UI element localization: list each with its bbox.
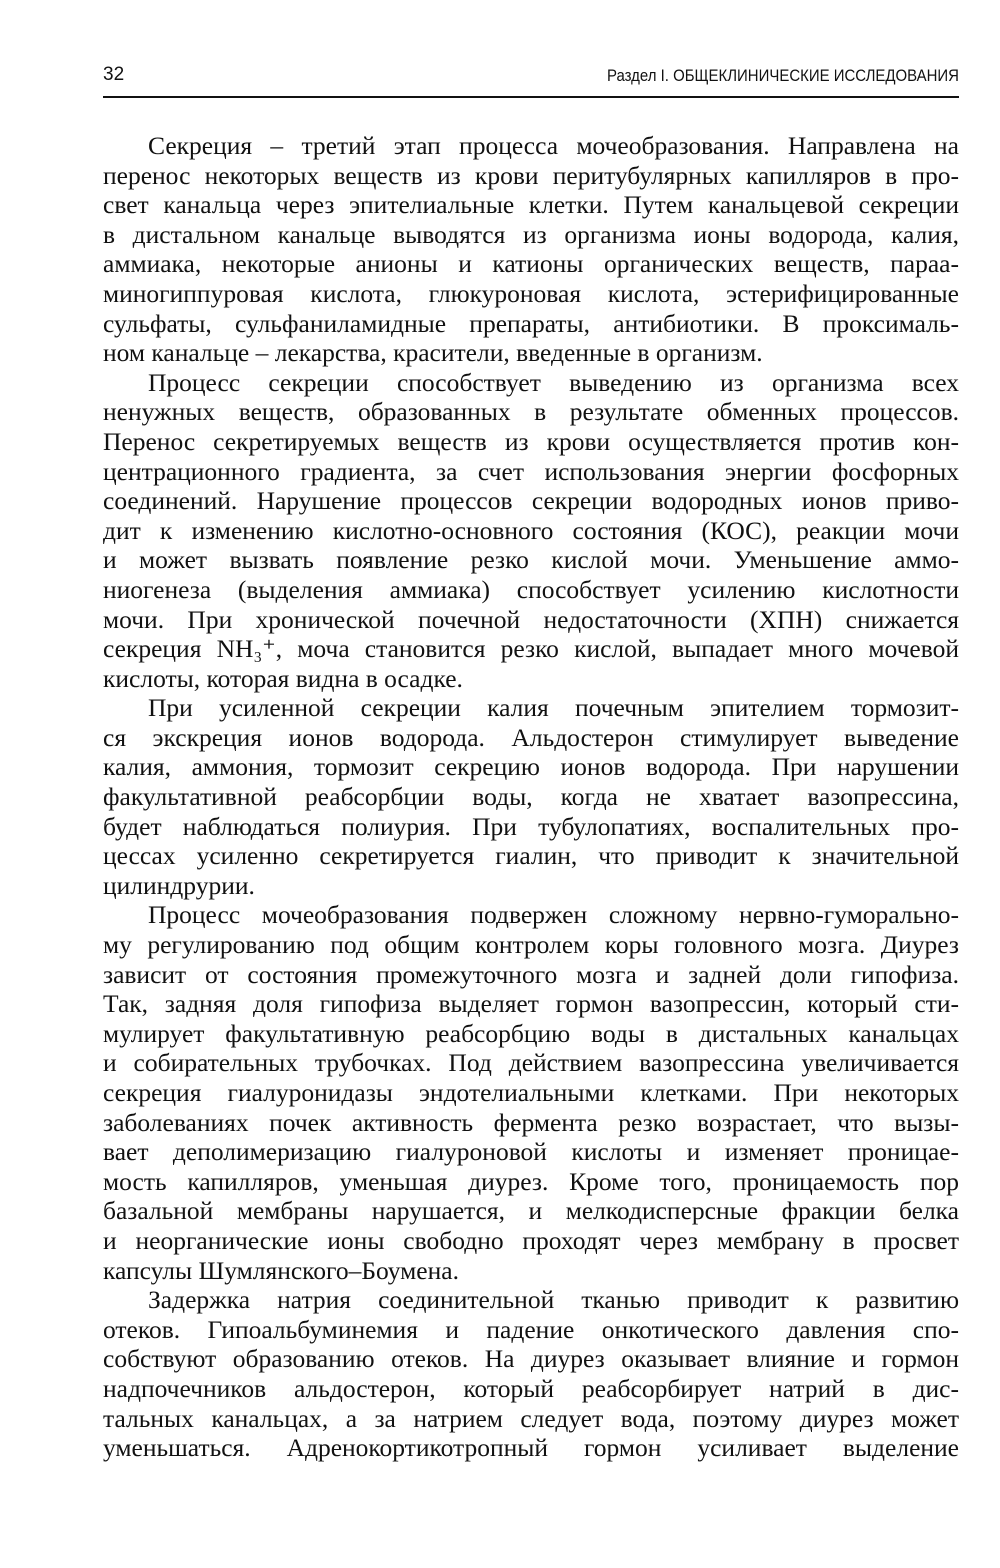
text-line: сульфаты, сульфаниламидные препараты, антибиотики. В проксималь- [103,308,959,338]
paragraph [103,1285,959,1463]
text-line: центрационного градиента, за счет использования энергии фосфорных [103,456,959,486]
text-line: секреция гиалуронидазы эндотелиальными клетками. При некоторых [103,1078,959,1107]
text-line: отеков. Гипоальбуминемия и падение онкотического давления спо- [103,1314,959,1344]
text-line: Процесс мочеобразования подвержен сложному нервно-гуморально- [148,900,959,930]
paragraph [103,693,959,900]
text-line: ся экскреция ионов водорода. Альдостерон стимулирует выведение [103,722,959,752]
running-header [103,62,959,98]
text-line: Процесс секреции способствует выведению из организма всех [148,367,959,397]
paragraph [103,368,959,694]
text-line: кислоты, которая видна в осадке. [103,663,463,693]
text-line: базальной мембраны нарушается, и мелкодисперсные фракции белка [103,1196,959,1226]
page-body [103,131,959,1463]
text-line: ненужных веществ, образованных в результате обменных процессов. [103,397,959,427]
text-line: тальных канальцах, а за натрием следует вода, поэтому диурез может [103,1403,959,1433]
paragraph [103,131,959,368]
text-line: факультативной реабсорбции воды, когда не хватает вазопрессина, [103,782,959,812]
text-line: секреция NH₃⁺, моча становится резко кислой, выпадает много мочевой [103,634,959,664]
text-line: вает деполимеризацию гиалуроновой кислоты и изменяет проницае- [103,1137,959,1167]
text-line: миногиппуровая кислота, глюкуроновая кислота, эстерифицированные [103,278,959,308]
text-line: цилиндрурии. [103,870,255,900]
text-line: перенос некоторых веществ из крови перитубулярных капилляров в про- [103,160,959,190]
text-line: и неорганические ионы свободно проходят через мембрану в просвет [103,1225,959,1255]
text-line: соединений. Нарушение процессов секреции водородных ионов приво- [103,486,959,516]
page-number: 32 [103,64,125,85]
text-line: будет наблюдаться полиурия. При тубулопатиях, воспалительных про- [103,811,959,841]
text-line: Задержка натрия соединительной тканью приводит к развитию [148,1285,959,1315]
text-line: аммиака, некоторые анионы и катионы органических веществ, параа- [103,249,959,279]
text-line: зависит от состояния промежуточного мозга и задней доли гипофиза. [103,959,959,989]
text-line: в дистальном канальце выводятся из организма ионы водорода, калия, [103,219,959,249]
text-line: и может вызвать появление резко кислой мочи. Уменьшение аммо- [103,545,959,575]
paragraph [103,900,959,1285]
running-title: Раздел I. ОБЩЕКЛИНИЧЕСКИЕ ИССЛЕДОВАНИЯ [607,66,959,85]
text-line: заболеваниях почек активность фермента резко возрастает, что вызы- [103,1107,959,1137]
text-line: ном канальце – лекарства, красители, введенные в организм. [103,338,763,368]
text-line: капсулы Шумлянского–Боумена. [103,1255,459,1285]
text-line: калия, аммония, тормозит секрецию ионов водорода. При нарушении [103,752,959,782]
text-line: собствуют образованию отеков. На диурез оказывает влияние и гормон [103,1344,959,1374]
text-line: Секреция – третий этап процесса мочеобразования. Направлена на [148,131,959,160]
text-line: и собирательных трубочках. Под действием вазопрессина увеличивается [103,1048,959,1078]
text-line: При усиленной секреции калия почечным эпителием тормозит- [148,693,959,723]
text-line: мулирует факультативную реабсорбцию воды в дистальных канальцах [103,1018,959,1048]
text-line: му регулированию под общим контролем коры головного мозга. Диурез [103,930,959,960]
text-line: мость капилляров, уменьшая диурез. Кроме того, проницаемость пор [103,1166,959,1196]
text-line: уменьшаться. Адренокортикотропный гормон усиливает выделение [103,1433,959,1463]
text-line: Перенос секретируемых веществ из крови осуществляется против кон- [103,426,959,456]
text-line: ниогенеза (выделения аммиака) способствует усилению кислотности [103,574,959,604]
text-line: надпочечников альдостерон, который реабсорбирует натрий в дис- [103,1373,959,1403]
text-line: дит к изменению кислотно-основного состояния (КОС), реакции мочи [103,515,959,545]
text-line: свет канальца через эпителиальные клетки. Путем канальцевой секреции [103,190,959,220]
text-line: мочи. При хронической почечной недостаточности (ХПН) снижается [103,604,959,634]
text-line: Так, задняя доля гипофиза выделяет гормон вазопрессин, который сти- [103,989,959,1019]
text-line: цессах усиленно секретируется гиалин, что приводит к значительной [103,841,959,871]
